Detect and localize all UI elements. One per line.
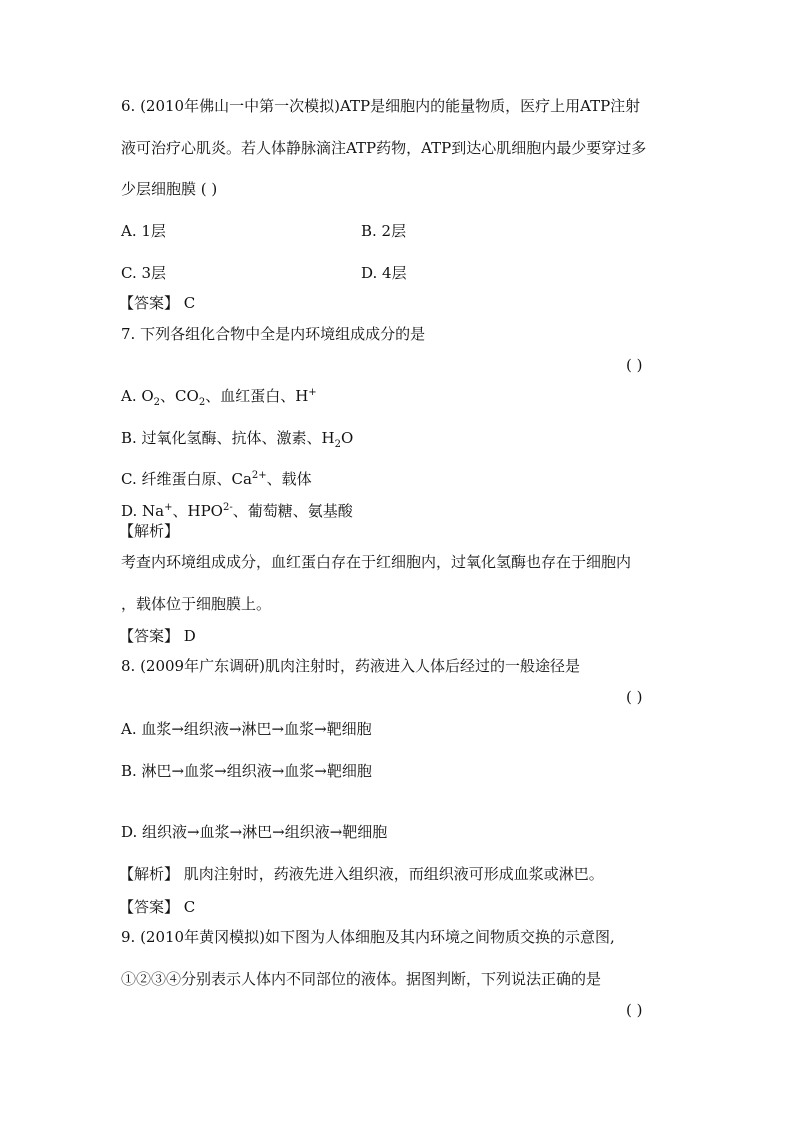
- q8-option-a: A. 血浆→组织液→淋巴→血浆→靶细胞: [121, 720, 372, 738]
- q7-option-d: D. Na+、$HPO^{2-}$、葡萄糖、氨基酸: [121, 502, 353, 520]
- q7-analysis-line-2: ，载体位于细胞膜上。: [121, 595, 272, 613]
- q7-option-a: A. $O_2$、$CO_2$、血红蛋白、H+: [121, 387, 317, 408]
- q6-option-b: B. 2层: [361, 222, 407, 240]
- q8-answer: 【答案】 C: [119, 898, 196, 916]
- q6-option-a: A. 1层: [121, 222, 166, 240]
- q7-option-c: C. 纤维蛋白原、$Ca^{2+}$、载体: [121, 470, 312, 488]
- q7-answer-bracket: ( ): [626, 356, 643, 374]
- q7-option-b: B. 过氧化氢酶、抗体、激素、$H_2O$: [121, 429, 354, 450]
- q6-stem-line-3: 少层细胞膜 ( ): [121, 180, 218, 198]
- q6-answer: 【答案】 C: [119, 294, 196, 312]
- q9-answer-bracket: ( ): [626, 1001, 643, 1019]
- q7-answer: 【答案】 D: [119, 627, 196, 645]
- q6-stem-line-2: 液可治疗心肌炎。若人体静脉滴注ATP药物，ATP到达心肌细胞内最少要穿过多: [121, 139, 647, 157]
- q7-stem: 7. 下列各组化合物中全是内环境组成成分的是: [121, 325, 426, 343]
- q8-option-b: B. 淋巴→血浆→组织液→血浆→靶细胞: [121, 762, 372, 780]
- q8-analysis: 【解析】 肌肉注射时，药液先进入组织液，而组织液可形成血浆或淋巴。: [119, 865, 604, 883]
- q6-option-d: D. 4层: [361, 264, 407, 282]
- q8-stem: 8. (2009年广东调研)肌肉注射时，药液进入人体后经过的一般途径是: [121, 657, 580, 675]
- q9-stem-line-1: 9. (2010年黄冈模拟)如下图为人体细胞及其内环境之间物质交换的示意图,: [121, 928, 615, 946]
- q8-answer-bracket: ( ): [626, 688, 643, 706]
- q9-stem-line-2: ①②③④分别表示人体内不同部位的液体。据图判断，下列说法正确的是: [121, 970, 602, 988]
- q7-analysis-line-1: 考查内环境组成成分，血红蛋白存在于红细胞内，过氧化氢酶也存在于细胞内: [121, 553, 632, 571]
- q6-option-c: C. 3层: [121, 264, 167, 282]
- q6-stem-line-1: 6. (2010年佛山一中第一次模拟)ATP是细胞内的能量物质，医疗上用ATP注射: [121, 97, 641, 115]
- q8-option-d: D. 组织液→血浆→淋巴→组织液→靶细胞: [121, 823, 388, 841]
- q7-analysis-label: 【解析】: [119, 522, 180, 540]
